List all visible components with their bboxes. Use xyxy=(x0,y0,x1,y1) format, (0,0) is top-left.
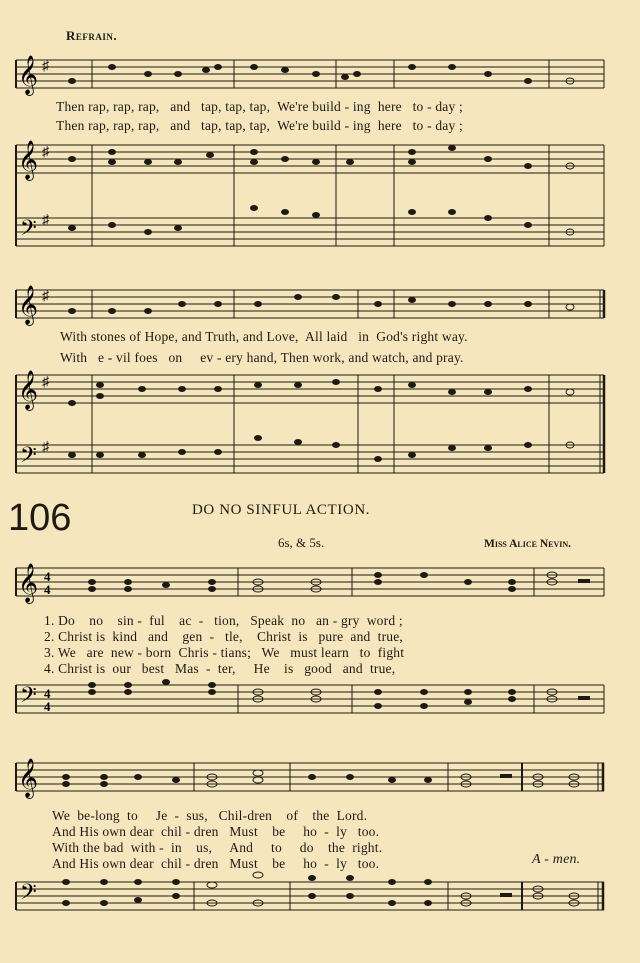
svg-text:𝄞: 𝄞 xyxy=(18,142,39,179)
svg-text:♯: ♯ xyxy=(42,375,49,390)
hymn-number: 106 xyxy=(8,497,72,539)
svg-text:♯: ♯ xyxy=(42,289,49,304)
svg-text:𝄢: 𝄢 xyxy=(20,216,37,245)
svg-text:4: 4 xyxy=(44,582,51,597)
verse-line-1a: 1. Do no sin - ful ac - tion, Speak no an - gry word ; xyxy=(44,613,403,628)
svg-text:𝄢: 𝄢 xyxy=(20,443,37,472)
svg-text:𝄢: 𝄢 xyxy=(20,683,37,712)
svg-text:♯: ♯ xyxy=(42,59,49,74)
refrain-lyric-line-1: Then rap, rap, rap, and tap, tap, tap, We're build - ing here to - day ; xyxy=(56,99,463,114)
svg-text:𝄞: 𝄞 xyxy=(18,287,39,324)
svg-text:4: 4 xyxy=(44,569,51,584)
svg-text:♯: ♯ xyxy=(42,145,49,160)
svg-text:4: 4 xyxy=(44,699,51,714)
svg-text:𝄢: 𝄢 xyxy=(20,880,37,909)
music-staff-bass xyxy=(0,870,640,930)
verse-line-3a: 3. We are new - born Chris - tians; We must learn to fight xyxy=(44,645,405,660)
music-staff-treble xyxy=(0,755,640,805)
verse-line-1b: We be-long to Je - sus, Chil-dren of the Lord. xyxy=(52,808,368,823)
verse-line-2a: 2. Christ is kind and gen - tle, Christ is pure and true, xyxy=(44,629,404,644)
refrain-label: Refrain. xyxy=(66,28,118,43)
verse-line-3b: With the bad with - in us, And to do the right. xyxy=(52,840,383,855)
verse-line-2b: And His own dear chil - dren Must be ho - ly too. xyxy=(52,824,380,839)
svg-text:𝄞: 𝄞 xyxy=(18,760,39,797)
music-staff-treble xyxy=(0,560,640,610)
refrain-lyric-line-4: With e - vil foes on ev - ery hand, Then work, and watch, and pray. xyxy=(60,350,464,365)
music-staff-grand xyxy=(0,140,640,265)
music-staff-bass xyxy=(0,675,640,735)
hymn-title: DO NO SINFUL ACTION. xyxy=(192,502,371,518)
music-staff-grand xyxy=(0,370,640,495)
hymn-author: Miss Alice Nevin. xyxy=(484,538,572,550)
verse-line-4b: And His own dear chil - dren Must be ho - ly too. xyxy=(52,856,380,871)
svg-text:4: 4 xyxy=(44,686,51,701)
svg-text:𝄞: 𝄞 xyxy=(18,55,39,95)
svg-text:♯: ♯ xyxy=(42,213,49,228)
svg-text:𝄞: 𝄞 xyxy=(18,565,39,602)
svg-text:♯: ♯ xyxy=(42,440,49,455)
svg-text:𝄞: 𝄞 xyxy=(18,372,39,409)
verse-line-4a: 4. Christ is our best Mas - ter, He is good and true, xyxy=(44,661,396,676)
amen-label: A - men. xyxy=(532,852,581,867)
refrain-lyric-line-3: With stones of Hope, and Truth, and Love, All laid in God's right way. xyxy=(60,329,468,344)
hymn-meter: 6s, & 5s. xyxy=(278,535,325,550)
refrain-lyric-line-2: Then rap, rap, rap, and tap, tap, tap, We're build - ing here to - day ; xyxy=(56,118,463,133)
